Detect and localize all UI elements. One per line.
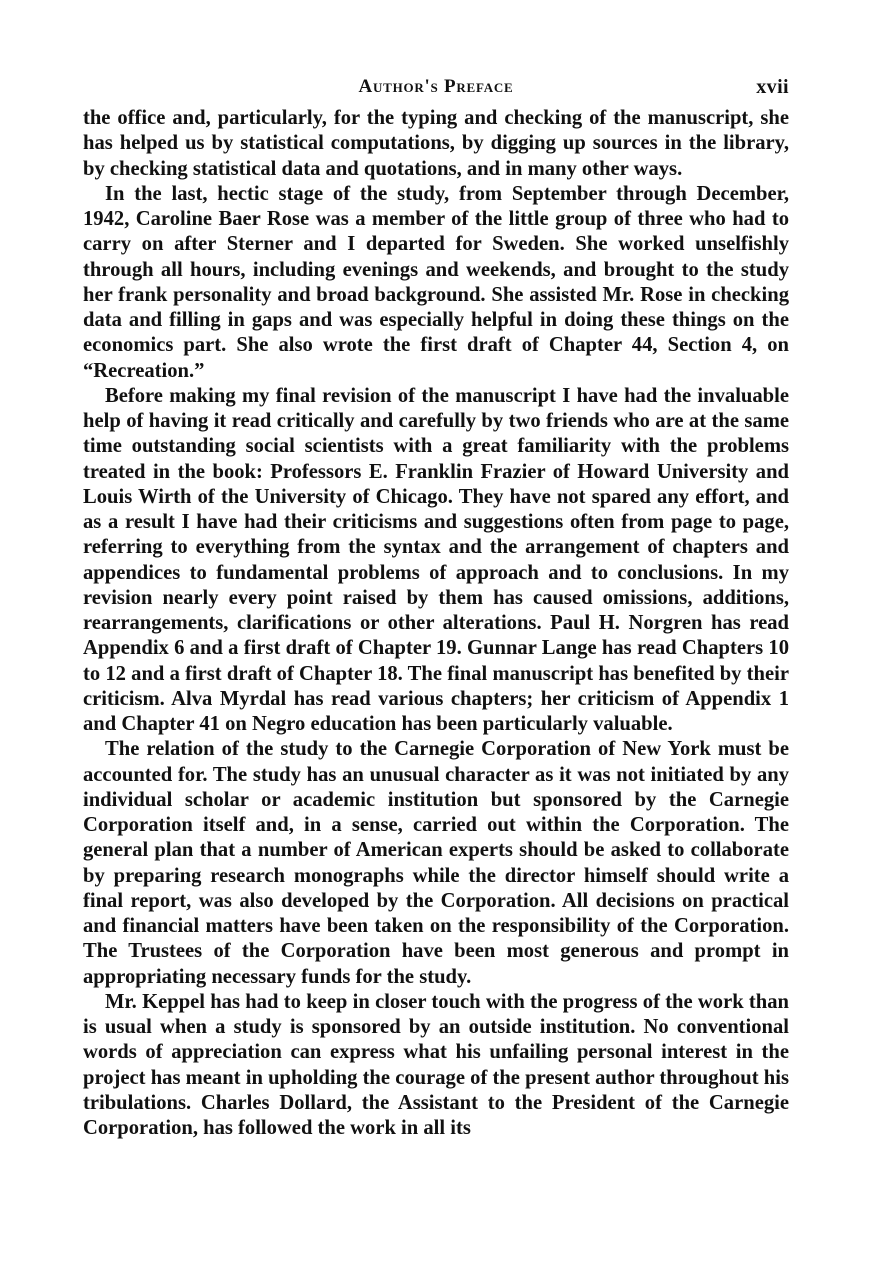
paragraph-final-revision: Before making my final revision of the manuscript I have had the invaluable help of having it read critically and carefully by two friends who are at the same time outstanding social scientists with a great familiarity with the problems treated in the book: Professors E. Franklin Frazier of Howard University and Louis Wirth of the University of Chicago. They have not spared any effort, and as a result I have had their criticisms and suggestions often from page to page, referring to everything from the syntax and the arrangement of chapters and appendices to fundamental problems of approach and to conclusions. In my revision nearly every point raised by them has caused omissions, additions, rearrangements, clarifications or other alterations. Paul H. Norgren has read Appendix 6 and a first draft of Chapter 19. Gunnar Lange has read Chapters 10 to 12 and a first draft of Chapter 18. The final manuscript has benefited by their criticism. Alva Myrdal has read various chapters; her criticism of Appendix 1 and Chapter 41 on Negro education has been particularly valuable. xyxy=(83,384,789,735)
page-header xyxy=(83,76,789,106)
page-number: xvii xyxy=(756,76,789,98)
book-page xyxy=(83,76,789,1141)
paragraph-keppel: Mr. Keppel has had to keep in closer touch with the progress of the work than is usual when a study is sponsored by an outside institution. No conventional words of appreciation can express what his unfailing personal interest in the project has meant in upholding the courage of the present author throughout his tribulations. Charles Dollard, the Assistant to the President of the Carnegie Corporation, has followed the work in all its xyxy=(83,990,789,1139)
paragraph-carnegie-corporation: The relation of the study to the Carnegie Corporation of New York must be accounted for. The study has an unusual character as it was not initiated by any individual scholar or academic institution but sponsored by the Carnegie Corporation itself and, in a sense, carried out within the Corporation. The general plan that a number of American experts should be asked to collaborate by preparing research monographs while the director himself should write a final report, was also developed by the Corporation. All decisions on practical and financial matters have been taken on the responsibility of the Corporation. The Trustees of the Corporation have been most generous and prompt in appropriating necessary funds for the study. xyxy=(83,738,789,988)
paragraph-caroline-rose: In the last, hectic stage of the study, from September through December, 1942, Caroline Baer Rose was a member of the little group of three who had to carry on after Sterner and I departed for Sweden. She worked unselfishly through all hours, including evenings and weekends, and brought to the study her frank personality and broad background. She assisted Mr. Rose in checking data and filling in gaps and was especially helpful in doing these things on the economics part. She also wrote the first draft of Chapter 44, Section 4, on “Recreation.” xyxy=(83,182,789,382)
paragraph-continuation: the office and, particularly, for the typing and checking of the manuscript, she has helped us by statistical computations, by digging up sources in the library, by checking statistical data and quotations, and in many other ways. xyxy=(83,107,789,180)
body-text xyxy=(83,106,789,1141)
running-head: Author's Preface xyxy=(358,76,514,97)
